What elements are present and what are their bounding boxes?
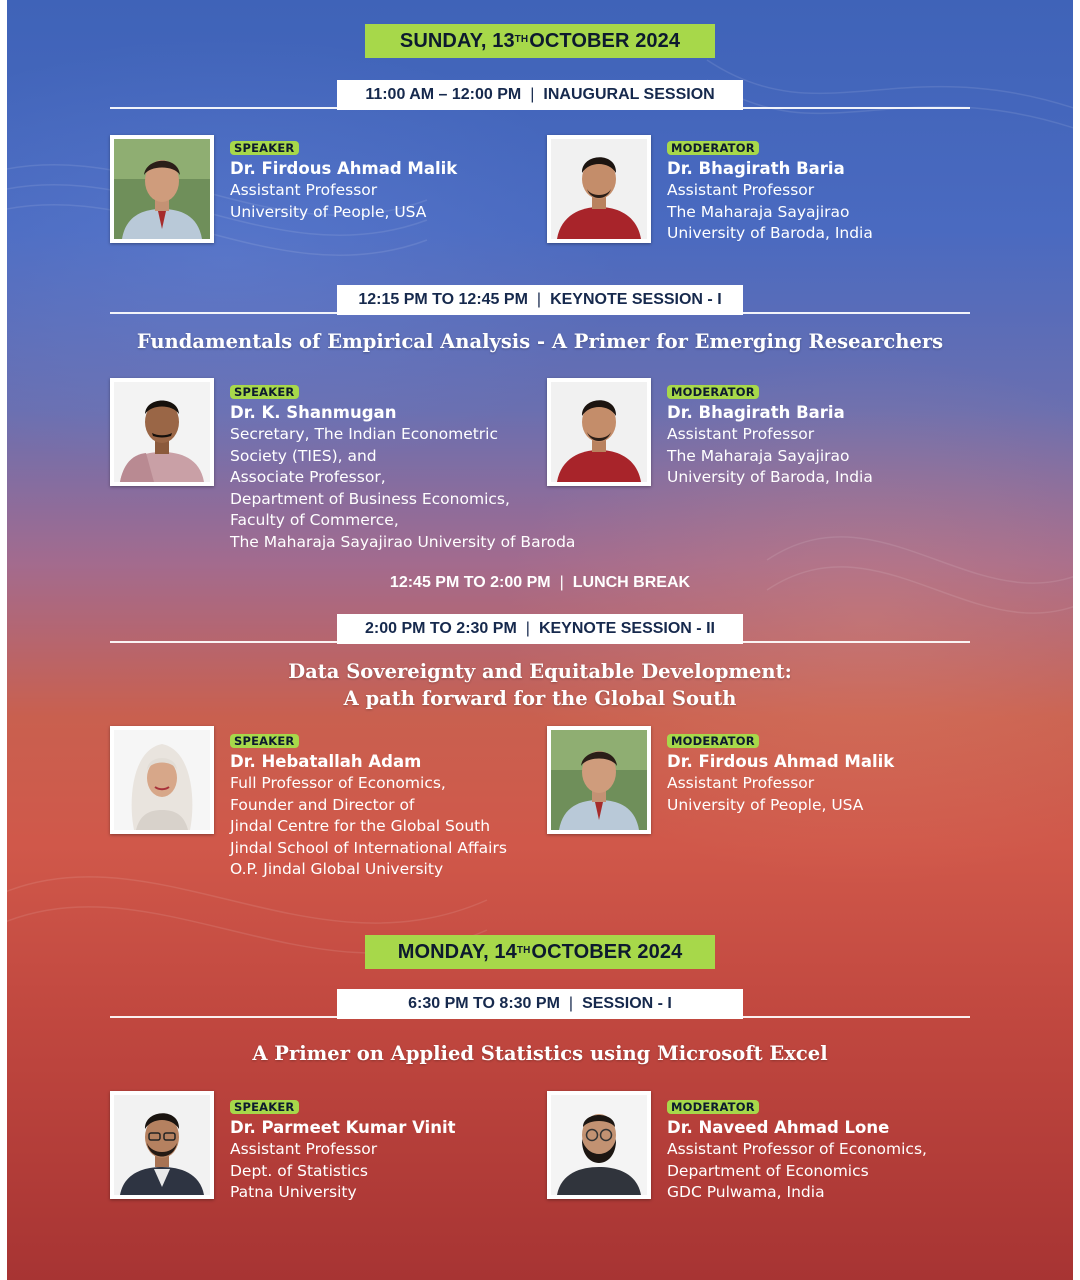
person-name: Dr. Bhagirath Baria — [667, 403, 845, 422]
person-detail: University of Baroda, India — [667, 468, 873, 486]
day-label: SUNDAY, 13 — [399, 29, 515, 52]
talk-title-line: A path forward for the Global South — [343, 687, 737, 710]
person-detail: GDC Pulwama, India — [667, 1183, 825, 1201]
lunch-name: LUNCH BREAK — [572, 574, 691, 591]
lunch-time: 12:45 PM TO 2:00 PM — [389, 574, 551, 591]
speaker-photo — [110, 378, 214, 486]
person-detail: Full Professor of Economics, — [230, 774, 446, 792]
day-ordinal: TH — [516, 944, 531, 956]
portrait-bhagirath-icon — [551, 382, 647, 482]
person-detail: O.P. Jindal Global University — [230, 860, 444, 878]
portrait-parmeet-icon — [114, 1095, 210, 1195]
person-detail: Associate Professor, — [230, 468, 386, 486]
moderator-card — [667, 1096, 1007, 1204]
lunch-break-row: 12:45 PM TO 2:00 PM | LUNCH BREAK — [389, 574, 691, 591]
moderator-card — [667, 730, 997, 816]
speaker-photo — [110, 1091, 214, 1199]
session-name: SESSION - I — [582, 995, 672, 1012]
day-banner-sunday — [365, 24, 715, 58]
person-detail: Assistant Professor — [667, 425, 815, 443]
person-name: Dr. Firdous Ahmad Malik — [230, 159, 458, 178]
person-detail: Assistant Professor of Economics, — [667, 1140, 927, 1158]
moderator-card — [667, 137, 997, 245]
speaker-photo — [110, 726, 214, 834]
session-name: KEYNOTE SESSION - II — [538, 620, 715, 637]
person-detail: Faculty of Commerce, — [230, 511, 399, 529]
day-ordinal: TH — [514, 33, 529, 45]
moderator-card — [667, 381, 997, 489]
session-name: KEYNOTE SESSION - I — [550, 291, 722, 308]
session-bar-session-1: 6:30 PM TO 8:30 PM | SESSION - I — [337, 989, 743, 1019]
portrait-firdous-icon — [551, 730, 647, 830]
portrait-firdous-icon — [114, 139, 210, 239]
person-detail: Jindal School of International Affairs — [230, 838, 507, 857]
person-detail: The Maharaja Sayajirao University of Baroda — [230, 532, 576, 551]
person-detail: Secretary, The Indian Econometric — [230, 425, 499, 443]
person-detail: Assistant Professor — [230, 1140, 378, 1158]
person-detail: Department of Business Economics, — [230, 489, 510, 508]
person-detail: Patna University — [230, 1183, 357, 1201]
portrait-naveed-icon — [551, 1095, 647, 1195]
session-time: 2:00 PM TO 2:30 PM — [365, 620, 517, 637]
session-time: 11:00 AM – 12:00 PM — [365, 86, 522, 103]
day-label: MONDAY, 14 — [397, 940, 517, 963]
person-detail: Jindal Centre for the Global South — [230, 817, 491, 835]
person-name: Dr. Hebatallah Adam — [230, 752, 422, 771]
talk-title-line: Data Sovereignty and Equitable Development: — [288, 660, 792, 683]
speaker-card — [230, 1096, 550, 1204]
person-detail: University of People, USA — [230, 202, 427, 221]
person-detail: Department of Economics — [667, 1161, 869, 1180]
person-detail: University of People, USA — [667, 795, 864, 814]
day-label-rest: OCTOBER 2024 — [531, 940, 683, 963]
portrait-hebatallah-icon — [114, 730, 210, 830]
role-badge: MODERATOR — [667, 141, 759, 155]
person-detail: Assistant Professor — [667, 774, 815, 792]
talk-title — [7, 1040, 1073, 1067]
person-name: Dr. Bhagirath Baria — [667, 159, 845, 178]
speaker-card — [230, 730, 560, 881]
person-detail: Assistant Professor — [667, 181, 815, 199]
portrait-shanmugan-icon — [114, 382, 210, 482]
day-banner-monday — [365, 935, 715, 969]
moderator-photo — [547, 135, 651, 243]
session-bar-inaugural: 11:00 AM – 12:00 PM | INAUGURAL SESSION — [337, 80, 743, 110]
role-badge: MODERATOR — [667, 734, 759, 748]
person-detail: Assistant Professor — [230, 181, 378, 199]
person-name: Dr. Naveed Ahmad Lone — [667, 1118, 890, 1137]
session-name: INAUGURAL SESSION — [543, 86, 715, 103]
person-detail: Society (TIES), and — [230, 446, 377, 465]
person-detail: The Maharaja Sayajirao — [667, 202, 850, 221]
moderator-photo — [547, 726, 651, 834]
moderator-photo — [547, 378, 651, 486]
day-label-rest: OCTOBER 2024 — [529, 29, 681, 52]
talk-title-line: Fundamentals of Empirical Analysis - A Primer for Emerging Researchers — [136, 330, 944, 353]
person-name: Dr. Parmeet Kumar Vinit — [230, 1118, 456, 1137]
person-detail: Dept. of Statistics — [230, 1161, 368, 1180]
session-bar-keynote-2: 2:00 PM TO 2:30 PM | KEYNOTE SESSION - II — [337, 614, 743, 644]
session-time: 12:15 PM TO 12:45 PM — [358, 291, 528, 308]
agenda-poster — [7, 0, 1073, 1280]
role-badge: SPEAKER — [230, 734, 299, 748]
talk-title — [7, 658, 1073, 712]
person-detail: Founder and Director of — [230, 795, 415, 814]
talk-title-line: A Primer on Applied Statistics using Microsoft Excel — [252, 1042, 828, 1065]
person-detail: The Maharaja Sayajirao — [667, 446, 850, 465]
role-badge: MODERATOR — [667, 1100, 759, 1114]
person-name: Dr. K. Shanmugan — [230, 403, 397, 422]
role-badge: SPEAKER — [230, 141, 299, 155]
speaker-photo — [110, 135, 214, 243]
moderator-photo — [547, 1091, 651, 1199]
talk-title — [7, 328, 1073, 355]
speaker-card — [230, 137, 550, 223]
session-bar-keynote-1: 12:15 PM TO 12:45 PM | KEYNOTE SESSION - I — [337, 285, 743, 315]
person-name: Dr. Firdous Ahmad Malik — [667, 752, 895, 771]
person-detail: University of Baroda, India — [667, 224, 873, 242]
role-badge: SPEAKER — [230, 385, 299, 399]
session-time: 6:30 PM TO 8:30 PM — [408, 995, 560, 1012]
role-badge: SPEAKER — [230, 1100, 299, 1114]
role-badge: MODERATOR — [667, 385, 759, 399]
portrait-bhagirath-icon — [551, 139, 647, 239]
